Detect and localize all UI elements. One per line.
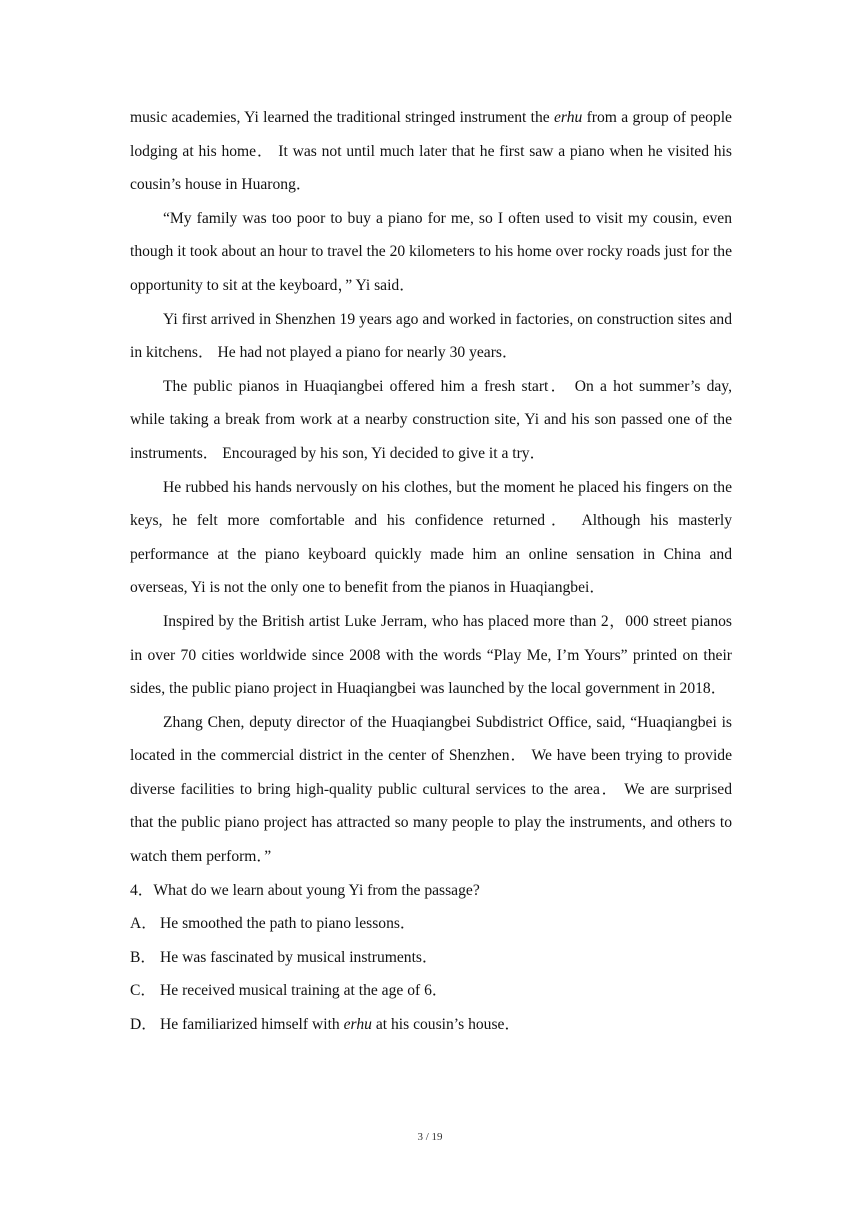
option-d-text-a: He familiarized himself with: [160, 1016, 344, 1034]
option-d-italic-term: erhu: [343, 1016, 372, 1034]
option-b: [130, 941, 732, 975]
paragraph-4: The public pianos in Huaqiangbei offered him a fresh start． On a hot summer’s day, while taking a break from work at a nearby construction site, Yi and his son passed one of the instruments． Encouraged by his son, Yi decided to give it a try．: [130, 377, 732, 462]
paragraph-1-italic-term: erhu: [553, 109, 583, 126]
option-d-letter: D．: [130, 1016, 157, 1034]
page-number: 3 / 19: [417, 1131, 443, 1143]
paragraph-1-text-b: from a group of people lodging at his home． It was not until much later that he first saw a piano when he visited his cousin’s house in Huarong．: [130, 109, 732, 194]
paragraph-1: [130, 101, 732, 202]
paragraph-7: Zhang Chen, deputy director of the Huaqiangbei Subdistrict Office, said, “Huaqiangbei is located in the commercial district in the center of Shenzhen． We have been trying to provide diverse facilities to bring high-quality public cultural services to the area． We are surprised that the public piano project has attracted so many people to play the instruments, and others to watch them perform．”: [130, 713, 732, 866]
paragraph-2: “My family was too poor to buy a piano for me, so I often used to visit my cousin, even though it took about an hour to travel the 20 kilometers to his home over rocky roads just for the opportunity to sit at the keyboard，” Yi said．: [130, 209, 732, 294]
option-a-text: He smoothed the path to piano lessons．: [160, 915, 416, 933]
option-a: [130, 907, 732, 941]
option-a-letter: A．: [130, 915, 157, 933]
document-body: [130, 101, 732, 1042]
option-c: [130, 974, 732, 1008]
option-b-letter: B．: [130, 948, 156, 966]
paragraph-6: Inspired by the British artist Luke Jerram, who has placed more than 2，000 street pianos in over 70 cities worldwide since 2008 with the words “Play Me, I’m Yours” printed on their sides, the public piano project in Huaqiangbei was launched by the local government in 2018．: [130, 612, 732, 698]
option-d-text-b: at his cousin’s house．: [371, 1016, 521, 1034]
option-c-text: He received musical training at the age of 6．: [160, 982, 448, 1000]
option-c-letter: C．: [130, 982, 156, 1000]
question-stem: 4．What do we learn about young Yi from the passage?: [130, 881, 480, 899]
option-d: [130, 1008, 732, 1042]
option-b-text: He was fascinated by musical instruments．: [160, 948, 438, 966]
paragraph-1-text-a: music academies, Yi learned the traditional stringed instrument the: [130, 109, 554, 126]
paragraph-3: Yi first arrived in Shenzhen 19 years ago and worked in factories, on construction sites and in kitchens． He had not played a piano for nearly 30 years．: [130, 310, 732, 362]
paragraph-5: He rubbed his hands nervously on his clothes, but the moment he placed his fingers on the keys, he felt more comfortable and his confidence returned． Although his masterly performance at the piano keyboard quickly made him an online sensation in China and overseas, Yi is not the only one to benefit from the pianos in Huaqiangbei．: [130, 478, 732, 597]
